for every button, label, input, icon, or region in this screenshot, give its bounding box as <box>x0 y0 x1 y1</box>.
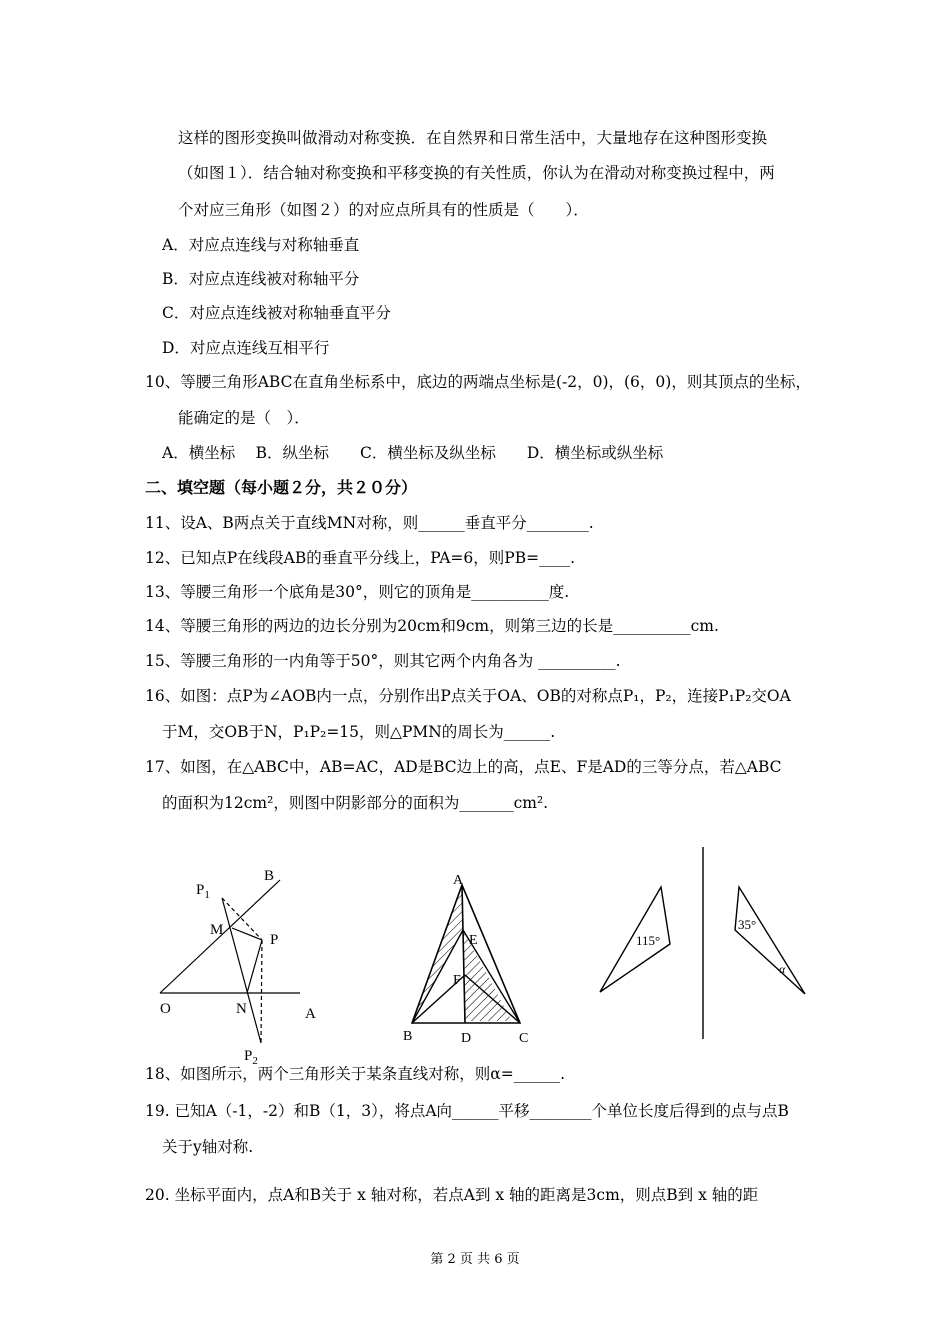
question-18: 18、如图所示，两个三角形关于某条直线对称，则α=______. <box>145 1065 566 1083</box>
label-p2: $P_2$ <box>244 1048 258 1067</box>
segment-m-p <box>232 928 262 940</box>
question-20: 20. 坐标平面内，点A和B关于 x 轴对称，若点A到 x 轴的距离是3cm，则点B到 x 轴的距 <box>145 1186 759 1204</box>
label-p1: $P_1$ <box>196 882 210 901</box>
section-heading: 二、填空题（每小题２分，共２０分） <box>145 478 418 497</box>
question-13: 13、等腰三角形一个底角是30°，则它的顶角是__________度. <box>145 583 570 601</box>
question-12: 12、已知点P在线段AB的垂直平分线上，PA=6，则PB=____. <box>145 549 576 567</box>
label-m: M <box>210 922 224 938</box>
label-p: P <box>270 932 279 948</box>
angle-115-label: 115° <box>636 933 661 948</box>
angle-alpha-label: α <box>779 962 786 976</box>
label-a: A <box>453 873 464 888</box>
label-e: E <box>469 933 478 948</box>
segment-n-p <box>247 940 262 993</box>
text-line-2: （如图１）．结合轴对称变换和平移变换的有关性质，你认为在滑动对称变换过程中，两 <box>178 164 775 182</box>
option-b: B．对应点连线被对称轴平分 <box>162 270 360 288</box>
label-b: B <box>403 1029 413 1044</box>
label-c: C <box>519 1031 529 1046</box>
triangle-right <box>735 887 805 994</box>
figure-angle-aob <box>150 860 340 1070</box>
question-10-cont: 能确定的是（ ）． <box>178 409 310 427</box>
question-19: 19. 已知A（-1，-2）和B（1，3），将点A向______平移________个单位长度后得到的点与点B <box>145 1102 789 1120</box>
text-line-3: 个对应三角形（如图２）的对应点所具有的性质是（ ）． <box>178 201 589 219</box>
question-11: 11、设A、B两点关于直线MN对称，则______垂直平分________. <box>145 514 594 532</box>
label-o: O <box>160 1001 171 1017</box>
label-a: A <box>305 1006 316 1022</box>
question-16: 16、如图：点P为∠AOB内一点，分别作出P点关于OA、OB的对称点P₁，P₂，连接P₁P₂交OA <box>145 687 791 705</box>
label-d: D <box>461 1031 472 1046</box>
label-f: F <box>453 973 461 988</box>
figure-symmetric-triangles <box>590 842 820 1042</box>
option-c: C．对应点连线被对称轴垂直平分 <box>162 304 391 322</box>
option-d: D．对应点连线互相平行 <box>162 339 330 357</box>
label-n: N <box>236 1001 247 1017</box>
question-17: 17、如图，在△ABC中，AB=AC，AD是BC边上的高，点E、F是AD的三等分点，若△ABC <box>145 758 782 776</box>
question-14: 14、等腰三角形的两边的边长分别为20cm和9cm，则第三边的长是__________cm. <box>145 617 719 635</box>
page-footer: 第 2 页 共 6 页 <box>430 1252 520 1267</box>
text-line-1: 这样的图形变换叫做滑动对称变换．在自然界和日常生活中，大量地存在这种图形变换 <box>178 129 768 147</box>
question-10: 10、等腰三角形ABC在直角坐标系中，底边的两端点坐标是(-2，0)，(6，0)，则其顶点的坐标， <box>145 373 811 391</box>
question-16-cont: 于M，交OB于N，P₁P₂=15，则△PMN的周长为______. <box>162 723 556 741</box>
question-10-options: A．横坐标 B．纵坐标 C．横坐标及纵坐标 D．横坐标或纵坐标 <box>162 444 664 462</box>
question-15: 15、等腰三角形的一内角等于50°，则其它两个内角各为 __________. <box>145 652 621 670</box>
segment-p1-p2 <box>222 898 261 1043</box>
option-a: A．对应点连线与对称轴垂直 <box>162 236 360 254</box>
question-17-cont: 的面积为12cm²，则图中阴影部分的面积为_______cm². <box>162 794 549 812</box>
question-19-cont: 关于y轴对称. <box>162 1138 254 1156</box>
segment-p-p2-dashed <box>261 940 262 1043</box>
figure-triangle-abc <box>395 868 545 1053</box>
label-b: B <box>264 868 275 884</box>
angle-35-label: 35° <box>738 917 757 932</box>
